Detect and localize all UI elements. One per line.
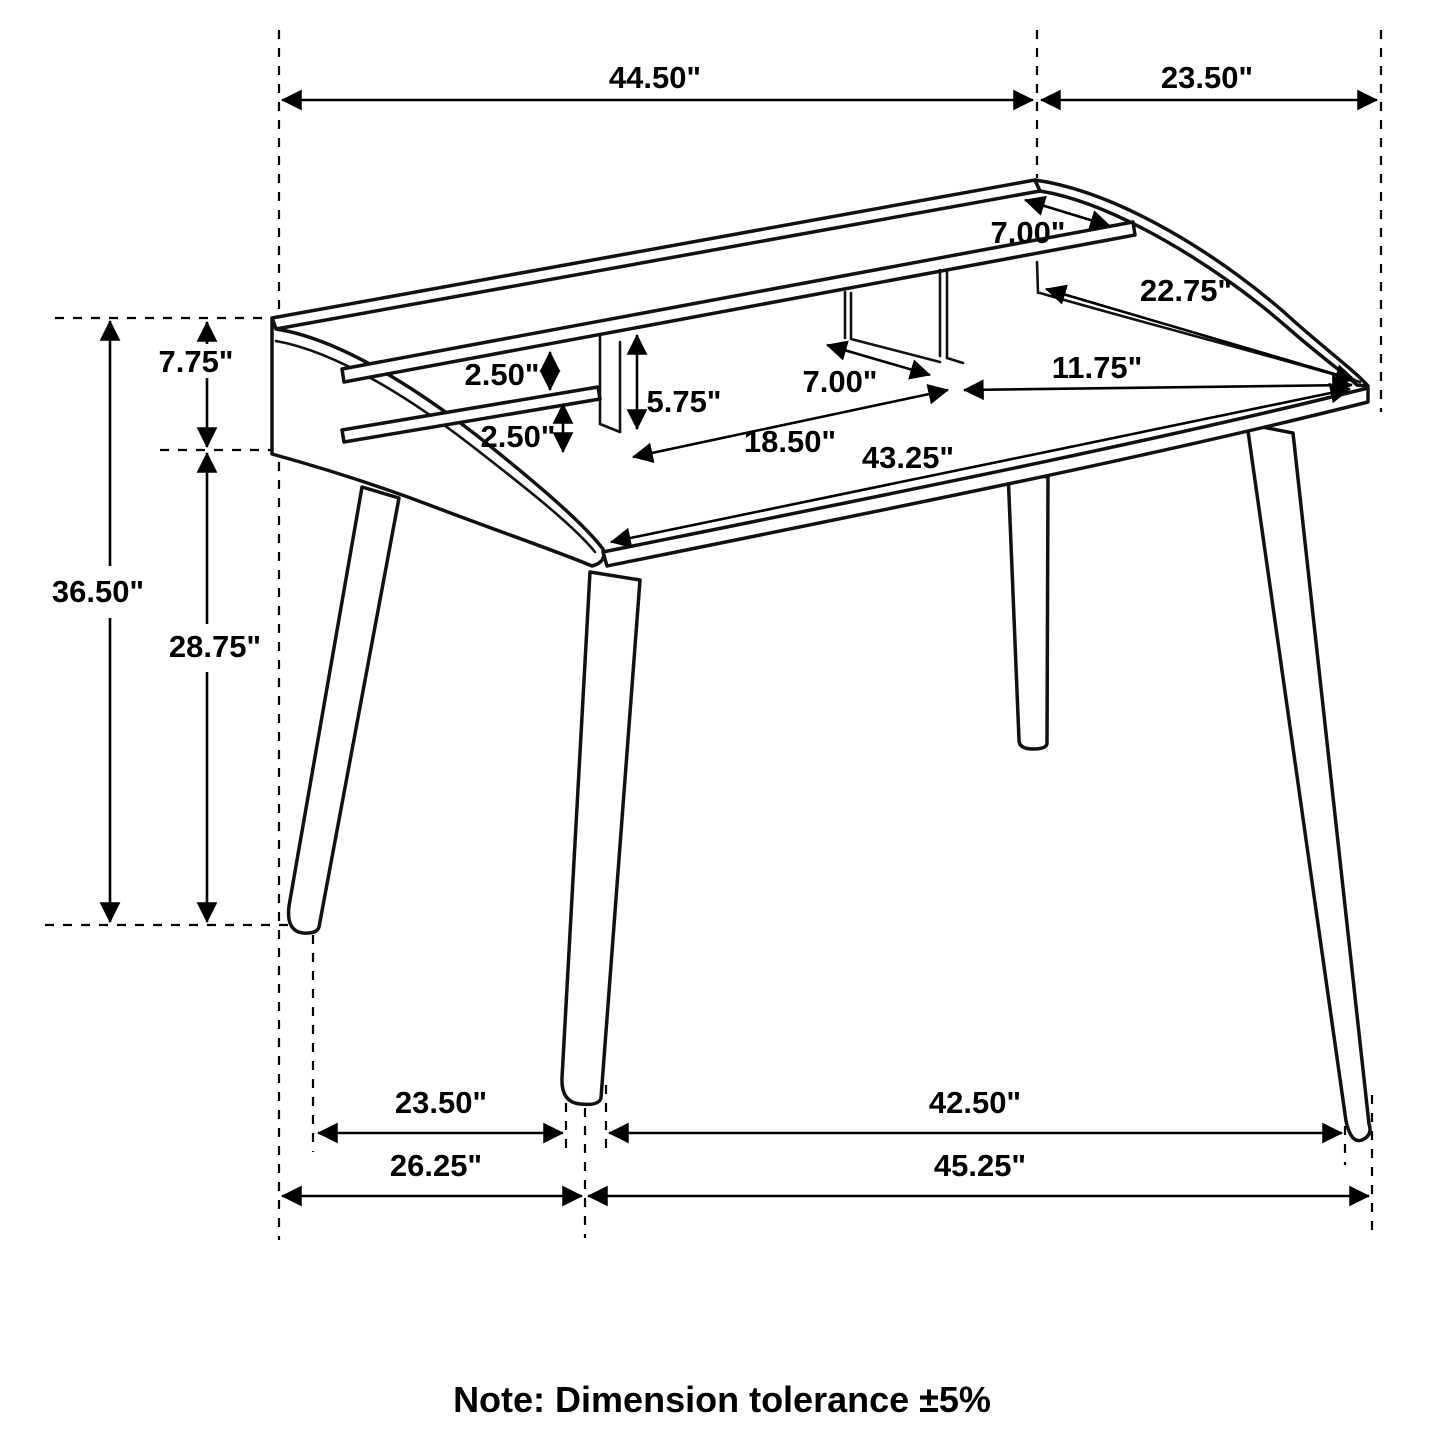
dim-surface-diag: 22.75": [1139, 273, 1233, 308]
dim-hutch-height: 7.75": [158, 344, 234, 379]
dim-surface-height: 28.75": [168, 629, 262, 664]
dim-cubby-gap-bottom: 2.50": [480, 419, 556, 454]
desk-leg-back-left: [289, 487, 399, 933]
desk-drawing: [272, 180, 1370, 1141]
dim-cubby-gap-top: 2.50": [464, 357, 540, 392]
dim-cubby-width: 7.00": [802, 364, 878, 399]
dim-total-height: 36.50": [51, 574, 145, 609]
dimension-lines: [110, 100, 1377, 1196]
tolerance-note: Note: Dimension tolerance ±5%: [453, 1379, 991, 1420]
dim-shelf-depth: 7.00": [990, 215, 1066, 250]
dim-surface-width: 43.25": [861, 440, 955, 475]
dimension-labels: [52, 60, 1253, 1183]
back-rail: [272, 180, 1040, 329]
dim-right-span: 11.75": [1051, 350, 1143, 385]
desk-leg-front-right: [1247, 424, 1370, 1141]
dim-top-width: 44.50": [608, 60, 702, 95]
dim-top-depth: 23.50": [1160, 60, 1254, 95]
hutch-right-end-edge: [1037, 262, 1038, 293]
dim-legs-inner-left: 23.50": [394, 1085, 488, 1120]
desk-leg-front-left: [562, 572, 640, 1104]
dim-shelf-left-span: 18.50": [743, 424, 837, 459]
dim-legs-outer-right: 45.25": [933, 1148, 1027, 1183]
dim-hutch-opening: 5.75": [646, 384, 722, 419]
dim-legs-outer-left: 26.25": [389, 1148, 483, 1183]
desk-leg-back-right: [1008, 471, 1048, 749]
dim-legs-inner-right: 42.50": [928, 1085, 1022, 1120]
